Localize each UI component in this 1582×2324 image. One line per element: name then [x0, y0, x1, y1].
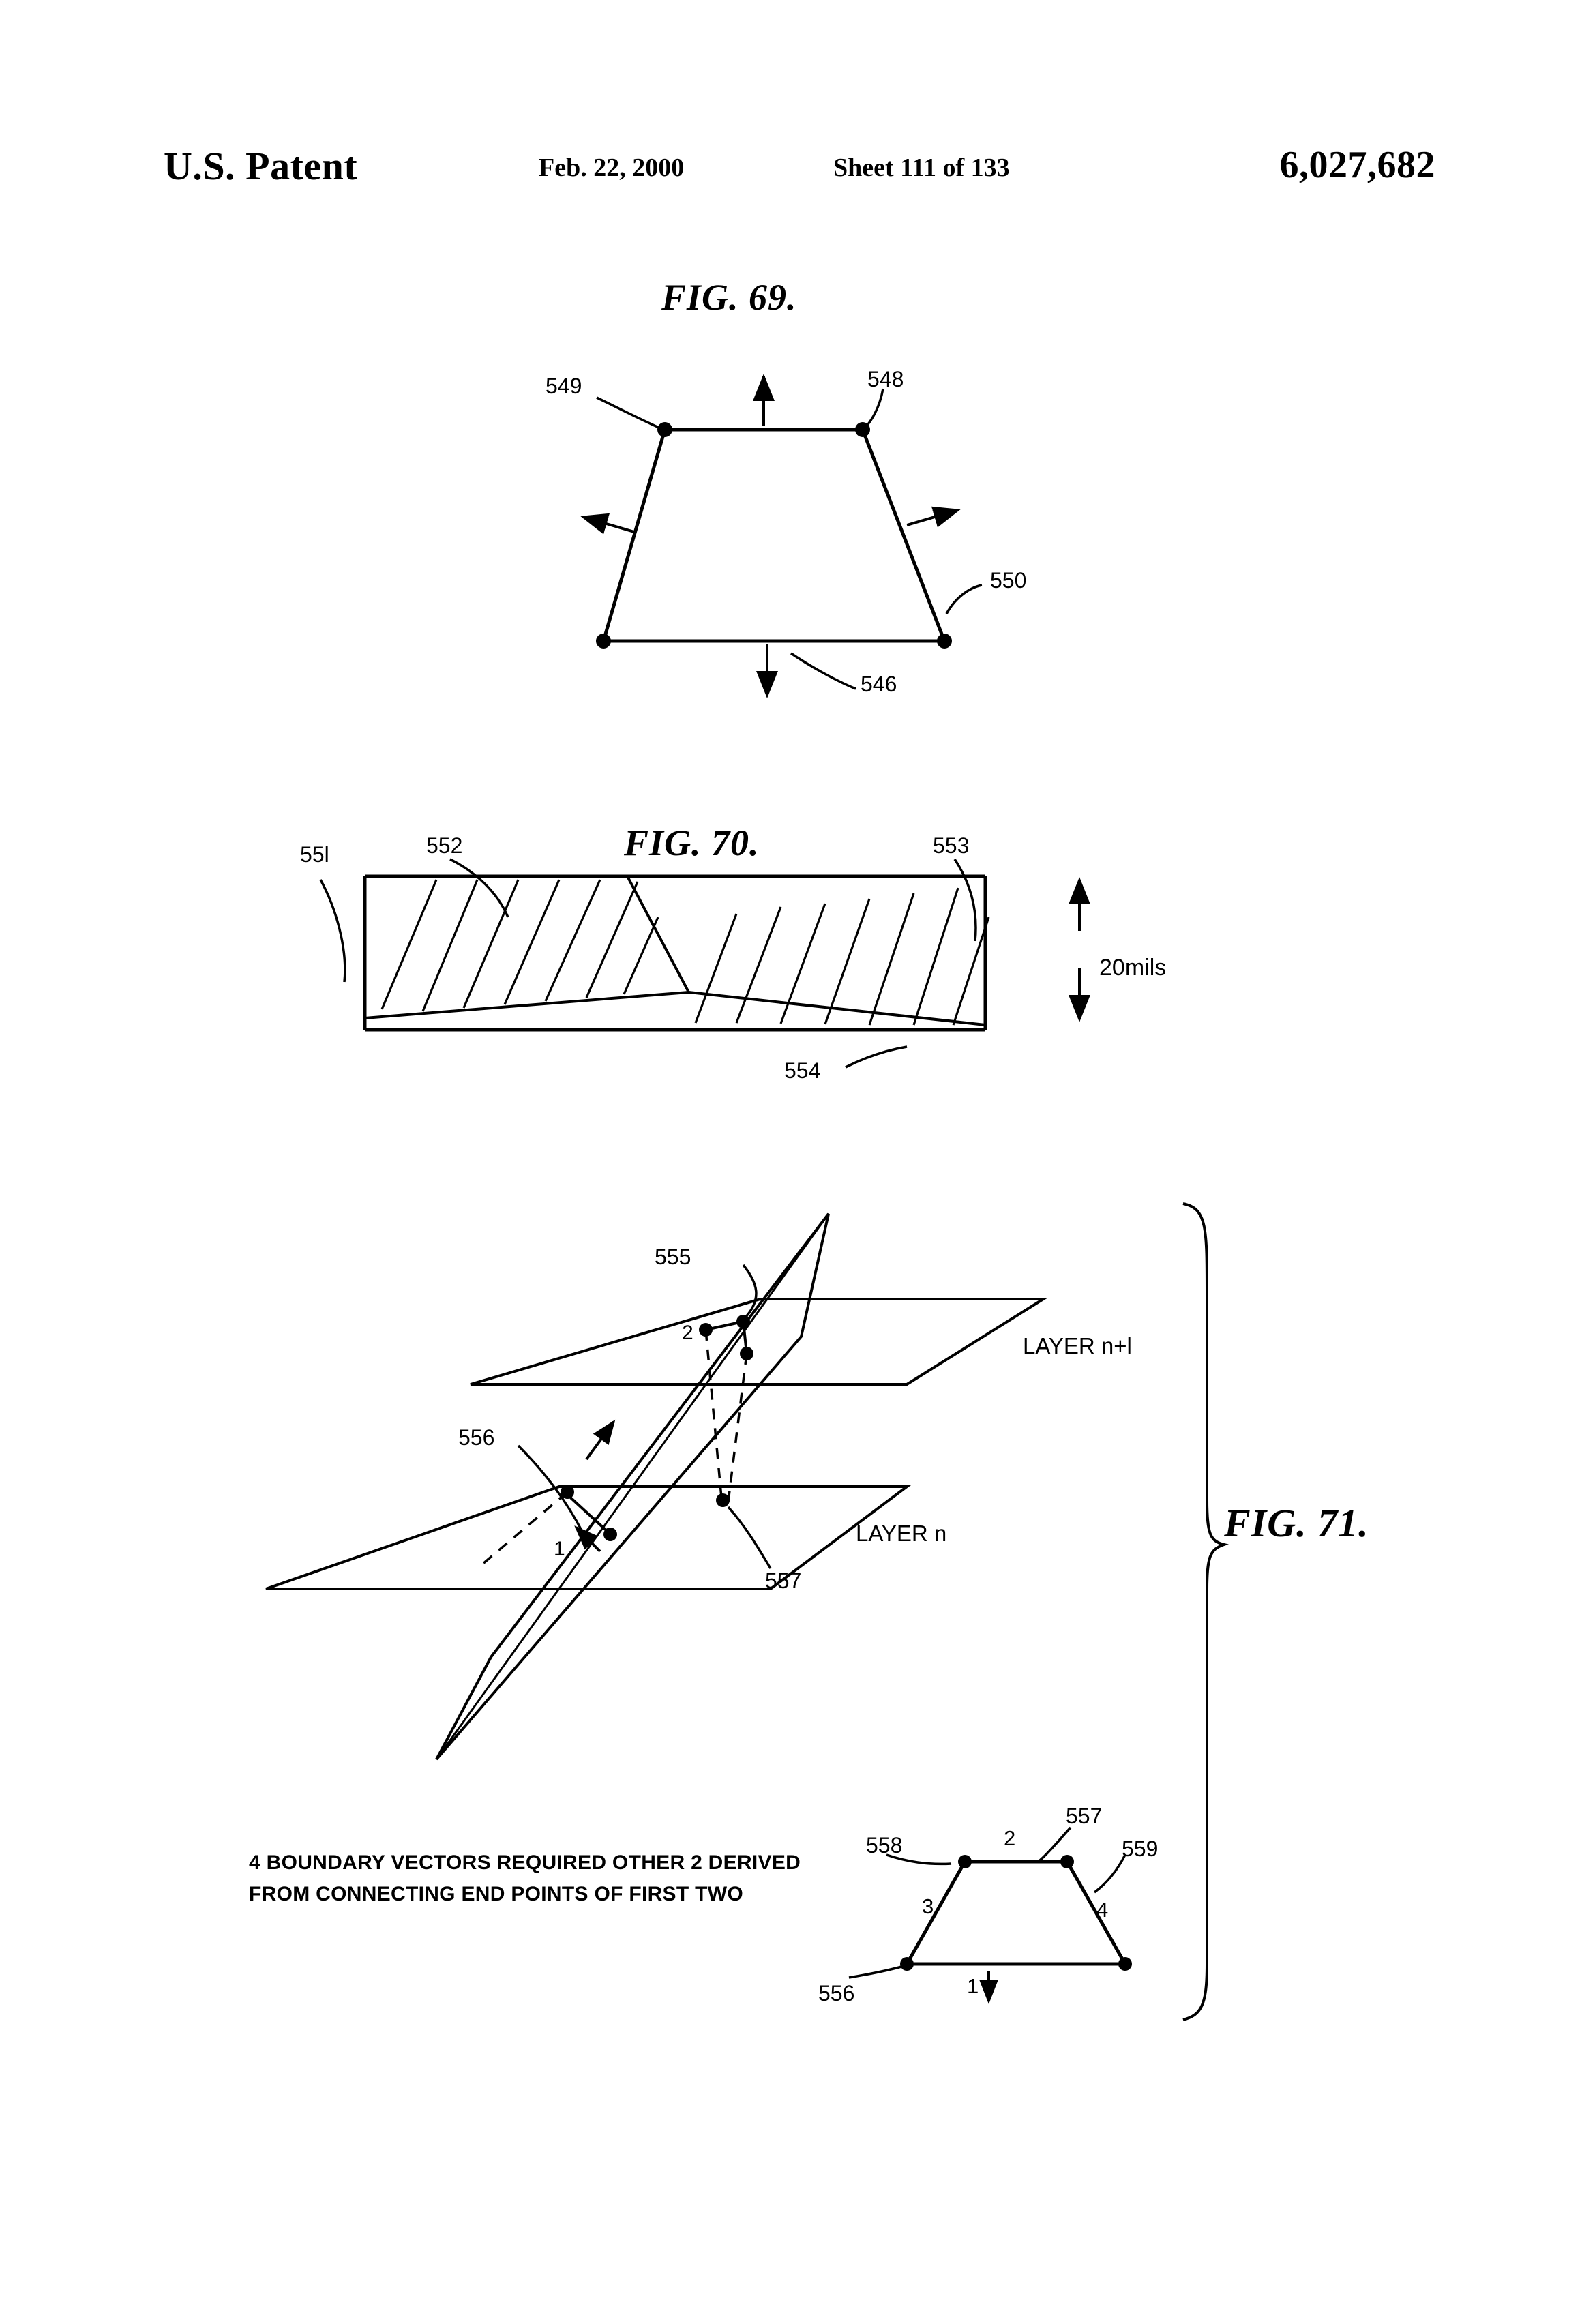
page-header: [0, 143, 1582, 198]
fig71-vector-2-label: 2: [682, 1322, 693, 1344]
fig71-ref-555: 555: [655, 1245, 691, 1269]
fig69-ref-549: 549: [546, 374, 582, 398]
fig71-inset-vector-3: 3: [922, 1894, 934, 1918]
fig71-vector-1-label: 1: [554, 1538, 565, 1560]
fig71-inset-vector-4: 4: [1096, 1898, 1109, 1922]
fig71-layer-lower-label: LAYER n: [856, 1521, 947, 1546]
fig71-inset-trapezoid: [907, 1862, 1125, 1964]
fig71-slanted-sheet: [436, 1214, 829, 1759]
fig69-trapezoid: [603, 430, 944, 641]
fig71-inset-vector-2: 2: [1004, 1826, 1016, 1850]
fig69-ref-548: 548: [867, 367, 904, 391]
fig69-ref-546: 546: [861, 672, 897, 696]
fig70-ref-553: 553: [933, 833, 970, 858]
fig71-caption-line1: 4 BOUNDARY VECTORS REQUIRED OTHER 2 DERIVED: [249, 1851, 801, 1874]
patent-number: 6,027,682: [1279, 144, 1435, 186]
fig71-brace: [1183, 1204, 1224, 2020]
fig70-ref-551: 55l: [300, 842, 329, 867]
fig70-leaders: [320, 859, 976, 1067]
patent-date: Feb. 22, 2000: [539, 153, 685, 182]
fig71-upper-vectors: [706, 1322, 747, 1354]
fig71-leaders: [518, 1265, 771, 1568]
fig71-inset-ref-557: 557: [1066, 1804, 1103, 1828]
fig71-small-arrows: [576, 1422, 614, 1551]
fig71-lower-vectors: [566, 1493, 607, 1531]
fig70-ref-554: 554: [784, 1058, 821, 1083]
fig71-dashed-projections: [477, 1330, 747, 1568]
fig69-ref-550: 550: [990, 568, 1027, 593]
fig71-inset-vector-1: 1: [967, 1974, 979, 1998]
fig71-inset-ref-559: 559: [1122, 1836, 1159, 1861]
fig69-title: FIG. 69.: [661, 277, 797, 318]
fig70-dimension-label: 20mils: [1099, 955, 1167, 981]
fig69-vertices: [596, 422, 952, 649]
fig71-inset-ref-556: 556: [818, 1981, 855, 2006]
fig70-title: FIG. 70.: [624, 822, 760, 863]
fig71-layer-upper-label: LAYER n+l: [1023, 1333, 1132, 1358]
fig71-inset-ref-558: 558: [866, 1833, 903, 1858]
fig71-ref-556: 556: [458, 1425, 495, 1450]
fig71-lower-plane: [266, 1487, 907, 1589]
sheet-number: Sheet 111 of 133: [833, 153, 1010, 182]
fig70-hatching: [382, 880, 989, 1025]
patent-office-label: U.S. Patent: [164, 144, 358, 188]
fig70-ref-552: 552: [426, 833, 463, 858]
fig71-upper-plane: [471, 1299, 1043, 1384]
fig71-title: FIG. 71.: [1224, 1501, 1369, 1545]
fig69-leaders: [597, 389, 982, 689]
fig71-ref-557: 557: [765, 1568, 802, 1593]
fig69-arrows: [583, 376, 958, 696]
fig70-slab: [365, 876, 985, 1030]
fig71-caption-line2: FROM CONNECTING END POINTS OF FIRST TWO: [249, 1883, 744, 1905]
